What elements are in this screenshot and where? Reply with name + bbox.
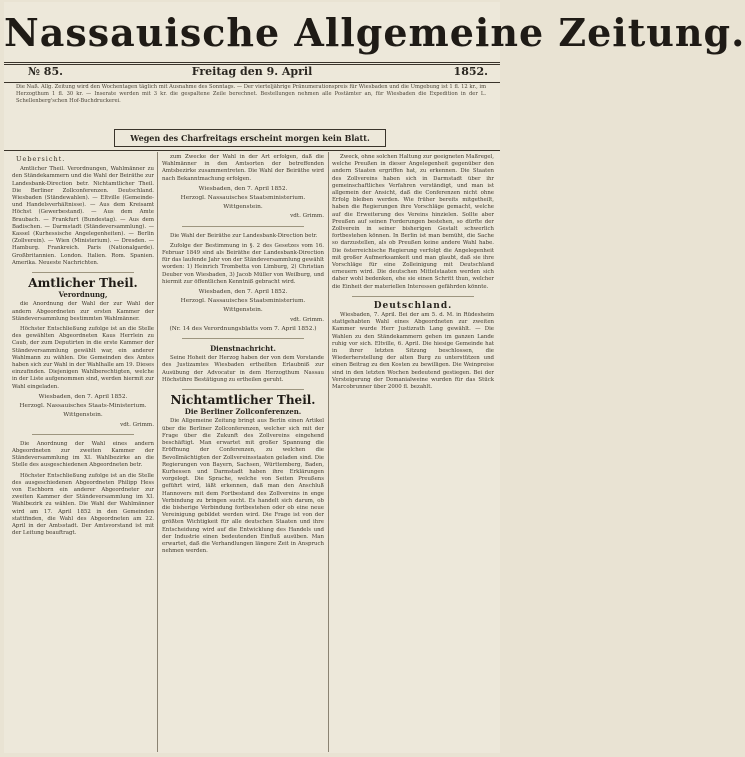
countersignature: vdt. Grimm.	[290, 316, 324, 323]
holiday-notice: Wegen des Charfreitags erscheint morgen kein Blatt.	[114, 129, 386, 147]
issue-number: № 85.	[28, 65, 63, 78]
signer-name: Wittgenstein.	[63, 412, 103, 419]
signer-name: Wittgenstein.	[223, 307, 263, 314]
germany-text: Wiesbaden, 7. April. Bei der am 5. d. M. in Rüdesheim stattgehabten Wahl eines Abgeordneten zur zweiten Kammer wurde Herr Justizrath Lang gewählt. — Die Wahlen zu den Ständekammern gehen im ganzen Lande ruhig vor sich. Eltville, 6. April. Die hiesige Gemeinde hat in ihrer letzten Sitzung beschlossen, die Wiederherstellung der alten Burg zu unterstützen und einen Beitrag zu den Kosten zu bewilligen. Die Weinpreise sind in den letzten Wochen bedeutend gestiegen. Bei der Versteigerung der Domanialweine wurden für das Stück Marcobrunner über 2000 fl. bezahlt.	[332, 312, 494, 391]
gazette-reference: (Nr. 14 des Verordnungsblatts vom 7. April 1852.)	[169, 325, 317, 332]
bank-text: Zufolge der Bestimmung in §. 2 des Gesetzes vom 16. Februar 1849 sind als Beiräthe der Landesbank-Direction für das laufende Jahr von der Ständeversammlung gewählt worden: 1) Heinrich Trombetta von Limburg, 2) Christian Deuber von Wiesbaden, 3) Jacob Müller von Weilburg, und hiermit zur öffentlichen Kenntniß gebracht wird.	[162, 242, 324, 285]
divider	[182, 389, 304, 391]
masthead: Nassauische Allgemeine Zeitung.	[4, 10, 745, 55]
ordinance-heading: Verordnung,	[58, 290, 108, 300]
ministry-name: Herzogl. Nassauisches Staatsministerium.	[180, 195, 306, 202]
article-text: Die Allgemeine Zeitung bringt aus Berlin einen Artikel über die Berliner Zollconferenzen, welcher sich mit der Frage über die Zukunft des Zollvereins eingehend beschäftigt. Man erwartet mit großer Spannung die Eröffnung der Conferenzen, zu welchen die Bevollmächtigten der Zollvereinsstaaten geladen sind. Die Regierungen von Bayern, Sachsen, Württemberg, Baden, Kurhessen und Darmstadt haben ihre Erklärungen vorgelegt. Die Sprache, welche von Seiten Preußens geführt wird, läßt erkennen, daß man den Anschluß Hannovers mit dem Fortbestand des Zollvereins in enge Verbindung zu bringen sucht. Es handelt sich darum, ob die bisherige Verbindung fortbestehen oder ob eine neue Vereinigung gebildet werden wird. Die Frage ist von der größten Wichtigkeit für alle deutschen Staaten und ihre Entscheidung wird auf die Entwicklung des Handels und der Industrie einen bedeutenden Einfluß ausüben. Man erwartet, daß die Verhandlungen längere Zeit in Anspruch nehmen werden.	[162, 418, 324, 555]
countersignature: vdt. Grimm.	[290, 213, 324, 220]
article-continuation: Zweck, ohne solchen Haltung zur geeigneten Maßregel, welche Preußen in dieser Angelegenheit gegenüber den andern Staaten ergriffen hat, zu erkennen. Die Staaten des Zollvereins haben sich in Darmstadt über ihr gemeinschaftliches Verfahren verständigt, und man ist allgemein der Ansicht, daß die Conferenzen nicht ohne Erfolg bleiben werden. Wie früher bereits mitgetheilt, haben die Regierungen ihre Vorschläge gemacht, welche auf die Erweiterung des Vereins hinzielen. Sollte aber Preußen auf seinen Forderungen bestehen, so dürfte der Zollverein in seiner bisherigen Gestalt schwerlich fortbestehen können. In Berlin ist man bemüht, die Sache so darzustellen, als ob Preußen keine andere Wahl habe. Die österreichische Regierung verfolgt die Angelegenheit mit großer Aufmerksamkeit und man glaubt, daß sie ihre Vorschläge für eine Zolleinigung mit Deutschland erneuern wird. Die deutschen Mittelstaaten werden sich daher wohl bedenken, ehe sie einen Schritt thun, welcher die Einheit der materiellen Interessen gefährden könnte.	[332, 154, 494, 290]
header-rule	[4, 150, 500, 151]
divider	[352, 296, 474, 298]
official-section-heading: Amtlicher Theil.	[28, 276, 138, 291]
ordinance-text: Höchster Entschließung zufolge ist an die Stelle des gewählten Abgeordneten Kaus Herrlein zu Caub, der zum Deputirten in die erste Kammer der Ständeversammlung gewählt war, ein anderer Wahlmann zu wählen. Die Gemeinden des Amtes haben sich zur Wahl in der Wahlhalle am 19. Dieses einzufinden. Diejenigen Wahlberechtigten, welche in der Liste aufgenommen sind, werden hiermit zur Wahl eingeladen.	[12, 326, 154, 390]
ordinance-subtitle: die Anordnung der Wahl der zur Wahl der andern Abgeordneten zur ersten Kammer der Ständeversammlung bestimmten Wahlmänner.	[12, 301, 154, 322]
ministry-name: Herzogl. Nassauisches Staats-Ministerium.	[19, 403, 147, 410]
column-3	[332, 154, 494, 394]
ordinance-note: Die Anordnung der Wahl eines andern Abgeordneten zur zweiten Kammer der Ständeversammlung im XI. Wahlbezirke an die Stelle des ausgeschiedenen Abgeordneten betr.	[12, 440, 154, 469]
signer-name: Wittgenstein.	[223, 204, 263, 211]
place-date: Wiesbaden, den 7. April 1852.	[198, 185, 288, 192]
column-2-intro: zum Zwecke der Wahl in der Art erfolgen, daß die Wahlmänner in den Amtsorten der betreffenden Amtsbezirke zusammentreten. Die Wahl der Beiräthe wird nach Bekanntmachung erfolgen.	[162, 154, 324, 182]
column-2	[162, 154, 324, 558]
issue-date: Freitag den 9. April	[191, 65, 313, 78]
service-news-text: Seine Hoheit der Herzog haben der von dem Vorstande des Justizamtes Wiesbaden ertheilten Erlaubniß zur Ausübung der Advocatur in dem Herzogthum Nassau Höchstihre Bestätigung zu ertheilen geruht.	[162, 355, 324, 383]
contents-text: Amtlicher Theil. Verordnungen, Wahlmänner zu den Ständekammern und die Wahl der Beiräthe zur Landesbank-Direction betr. Nichtamtlicher Theil. Die Berliner Zollconferenzen. Deutschland. Wiesbaden (Ständewahlen). — Eltville (Gemeinde- und Handelsverhältnisse). — Aus dem Kreisamt Höchst (Gewerbestand). — Aus dem Amte Braubach. — Frankfurt (Bundestag). — Aus dem Badischen. — Darmstadt (Ständeversammlung). — Kassel (Kurhessische Angelegenheiten). — Berlin (Zollverein). — Wien (Ministerium). — Dresden. — Hamburg. Frankreich. Paris (Nationalgarde). Großbritannien. London. Italien. Rom. Spanien. Amerika. Neueste Nachrichten.	[12, 166, 154, 266]
place-date: Wiesbaden, den 7. April 1852.	[198, 289, 288, 296]
ordinance-text-2: Höchster Entschließung zufolge ist an die Stelle des ausgeschiedenen Abgeordneten Philipp Hess von Eschborn ein anderer Abgeordneter zur zweiten Kammer der Ständeversammlung im XI. Wahlbezirk zu wählen. Die Wahl der Wahlmänner wird am 17. April 1852 in den Gemeinden stattfinden, die Wahl des Abgeordneten am 22. April in der Amtsstadt. Der Amtsvorstand ist mit der Leitung beauftragt.	[12, 472, 154, 537]
contents-heading: Uebersicht.	[16, 155, 66, 163]
unofficial-section-heading: Nichtamtlicher Theil.	[170, 393, 316, 408]
issue-year: 1852.	[453, 65, 488, 78]
newspaper-page	[4, 2, 745, 753]
dateline	[4, 62, 500, 82]
column-1	[12, 154, 154, 540]
article-heading: Die Berliner Zollconferenzen.	[184, 407, 302, 417]
dateline-rule	[4, 82, 500, 83]
bank-note: Die Wahl der Beiräthe zur Landesbank-Direction betr.	[170, 232, 318, 239]
divider	[182, 338, 304, 340]
divider	[32, 434, 134, 436]
divider	[32, 272, 134, 274]
subscription-notice: Die Naß. Allg. Zeitung wird den Wochentagen täglich mit Ausnahme des Sonntags. — Der vierteljährige Pränumerationspreis für Wiesbaden und die Umgebung ist 1 fl. 12 kr., im Herzogthum 1 fl. 30 kr. — Inserate werden mit 3 kr. die gespaltene Zeile berechnet. Bestellungen nehmen alle Postämter an, für Wiesbaden die Expedition in der L. Schellenberg'schen Hof-Buchdruckerei.	[16, 84, 486, 104]
ministry-name: Herzogl. Nassauisches Staatsministerium.	[180, 298, 306, 305]
column-divider	[328, 152, 329, 752]
place-date: Wiesbaden, den 7. April 1852.	[38, 393, 128, 400]
service-news-heading: Dienstnachricht.	[210, 344, 276, 354]
countersignature: vdt. Grimm.	[120, 421, 154, 428]
divider	[182, 226, 304, 228]
column-divider	[157, 152, 158, 752]
germany-heading: Deutschland.	[373, 300, 453, 311]
